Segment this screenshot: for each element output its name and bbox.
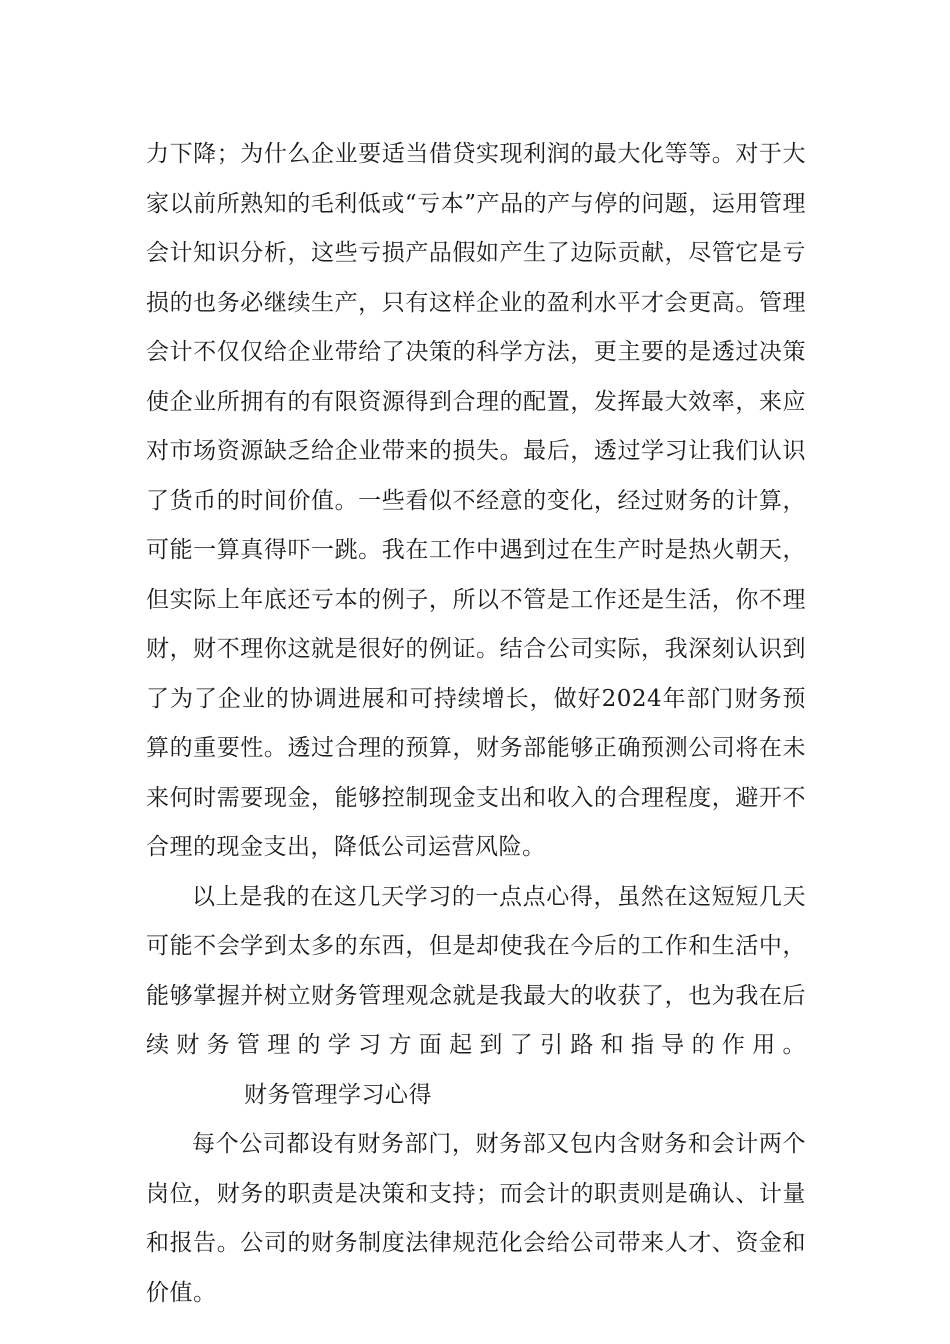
- paragraph-1: 力下降；为什么企业要适当借贷实现利润的最大化等等。对于大家以前所熟知的毛利低或“亏本”产品的产与停的问题，运用管理会计知识分析，这些亏损产品假如产生了边际贡献，尽管它是亏损的也务必继续生产，只有这样企业的盈利水平才会更高。管理会计不仅仅给企业带给了决策的科学方法，更主要的是透过决策使企业所拥有的有限资源得到合理的配置，发挥最大效率，来应对市场资源缺乏给企业带来的损失。最后，透过学习让我们认识了货币的时间价值。一些看似不经意的变化，经过财务的计算，可能一算真得吓一跳。我在工作中遇到过在生产时是热火朝天，但实际上年底还亏本的例子，所以不管是工作还是生活，你不理财，财不理你这就是很好的例证。结合公司实际，我深刻认识到了为了企业的协调进展和可持续增长，做好2024年部门财务预算的重要性。透过合理的预算，财务部能够正确预测公司将在未来何时需要现金，能够控制现金支出和收入的合理程度，避开不合理的现金支出，降低公司运营风险。: [146, 141, 806, 860]
- paragraph-2: [146, 873, 806, 1121]
- document-body: [146, 130, 806, 1318]
- paragraph-3: 每个公司都设有财务部门，财务部又包内含财务和会计两个岗位，财务的职责是决策和支持；而会计的职责则是确认、计量和报告。公司的财务制度法律规范化会给公司带来人才、资金和价值。: [146, 1131, 806, 1306]
- paragraph-2-text: 以上是我的在这几天学习的一点点心得，虽然在这短短几天可能不会学到太多的东西，但是却使我在今后的工作和生活中，能够掌握并树立财务管理观念就是我最大的收获了，也为我在后续财务管理的学习方面起到了引路和指导的作用。: [146, 883, 806, 1058]
- section-heading: 财务管理学习心得: [244, 1081, 432, 1108]
